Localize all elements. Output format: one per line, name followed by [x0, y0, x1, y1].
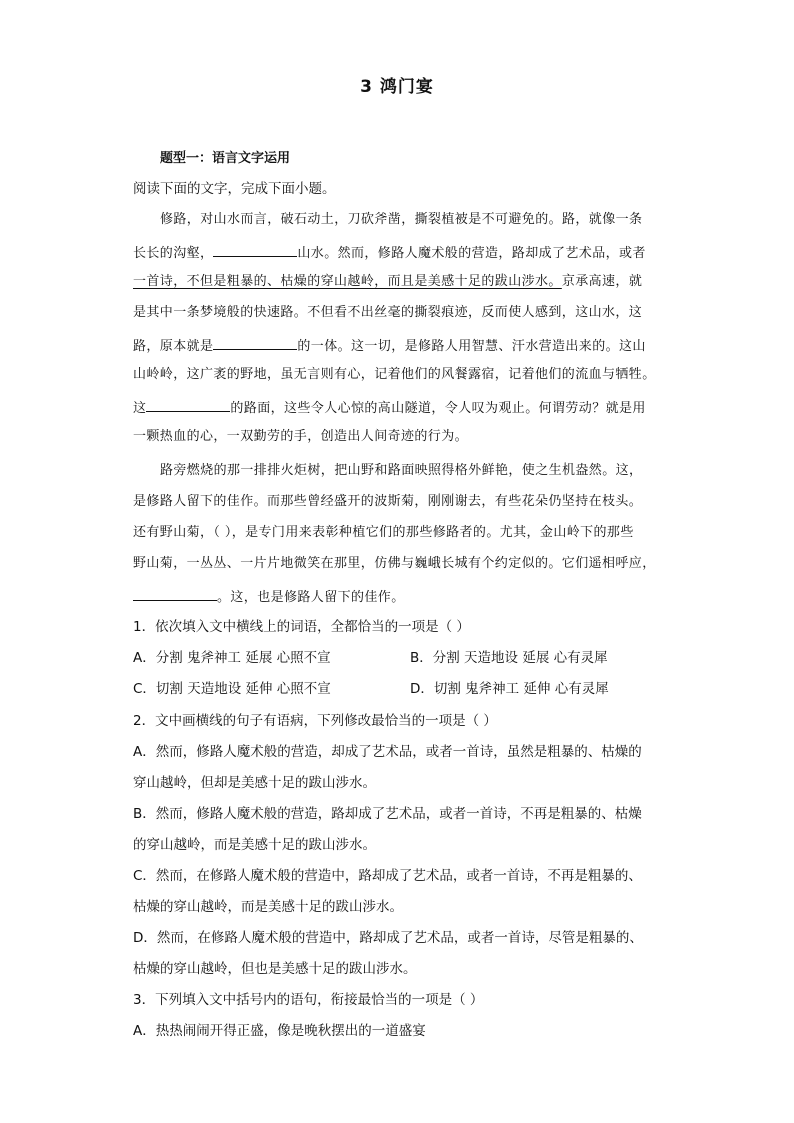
option-c: C．切割 天造地设 延伸 心照不宣: [133, 681, 331, 697]
option-d-line2: 枯燥的穿山越岭，但也是美感十足的跋山涉水。: [133, 961, 417, 977]
passage-line: [133, 273, 673, 291]
passage-line: 修路，对山水而言，破石动土，刀砍斧凿，撕裂植被是不可避免的。路，就像一条: [160, 212, 643, 227]
fill-blank: [133, 586, 217, 601]
passage-text: 京承高速，就: [561, 274, 643, 289]
section-heading: 题型一：语言文字运用: [160, 151, 291, 166]
passage-line: [133, 335, 673, 356]
passage-line: 是其中一条梦境般的快速路。不但看不出丝毫的撕裂痕迹，反而使人感到，这山水，这: [133, 305, 643, 320]
underlined-sentence: 一首诗，不但是粗暴的、枯燥的穿山越岭，而且是美感十足的跋山涉水。: [133, 274, 562, 289]
option-a-line1: A．然而，修路人魔术般的营造，却成了艺术品，或者一首诗，虽然是粗暴的、枯燥的: [133, 744, 642, 760]
question-2-stem: 2．文中画横线的句子有语病，下列修改最恰当的一项是（ ）: [133, 713, 497, 729]
option-b-line2: 的穿山越岭，而是美感十足的跋山涉水。: [133, 837, 376, 853]
passage-line: 是修路人留下的佳作。而那些曾经盛开的波斯菊，刚刚谢去，有些花朵仍坚持在枝头。: [133, 494, 643, 509]
option-b-line1: B．然而，修路人魔术般的营造，路却成了艺术品，或者一首诗，不再是粗暴的、枯燥: [133, 806, 642, 822]
passage-line: [133, 242, 673, 263]
option-b: B．分割 天造地设 延展 心有灵犀: [410, 650, 608, 666]
option-a: A．分割 鬼斧神工 延展 心照不宣: [133, 650, 331, 666]
option-d: D．切割 鬼斧神工 延伸 心有灵犀: [410, 681, 609, 697]
option-d-line1: D．然而，在修路人魔术般的营造中，路却成了艺术品，或者一首诗，尽管是粗暴的、: [133, 930, 643, 946]
question-1-options-row: [133, 680, 673, 698]
passage-text: 路，原本就是: [133, 339, 214, 354]
passage-line: [133, 586, 673, 607]
passage-text: 的路面，这些令人心惊的高山隧道，令人叹为观止。何谓劳动？就是用: [230, 401, 646, 416]
option-c-line2: 枯燥的穿山越岭，而是美感十足的跋山涉水。: [133, 899, 403, 915]
passage-text: 长长的沟壑，: [133, 246, 214, 261]
passage-line: 还有野山菊，（ ），是专门用来表彰种植它们的那些修路者的。尤其，金山岭下的那些: [133, 525, 634, 540]
fill-blank: [213, 242, 297, 257]
passage-line: 野山菊，一丛丛、一片片地微笑在那里，仿佛与巍峨长城有个约定似的。它们遥相呼应，: [133, 556, 656, 571]
passage-text: 山水。然而，修路人魔术般的营造，路却成了艺术品，或者: [297, 246, 646, 261]
passage-line: [133, 397, 673, 418]
passage-line: 路旁燃烧的那一排排火炬树，把山野和路面映照得格外鲜艳，使之生机盎然。这，: [160, 463, 643, 478]
passage-line: 山岭岭，这广袤的野地，虽无言则有心，记着他们的风餐露宿，记着他们的流血与牺牲。: [133, 367, 656, 382]
fill-blank: [213, 335, 297, 350]
page-title: 3 鸿门宴: [360, 77, 434, 97]
passage-text: 。这，也是修路人留下的佳作。: [217, 590, 405, 605]
question-1-options-row: [133, 649, 673, 667]
passage-text: 这: [133, 401, 147, 416]
option-a: A．热热闹闹开得正盛，像是晚秋摆出的一道盛宴: [133, 1023, 426, 1039]
fill-blank: [146, 397, 230, 412]
question-1-stem: 1．依次填入文中横线上的词语，全都恰当的一项是（ ）: [133, 619, 470, 635]
intro-text: 阅读下面的文字，完成下面小题。: [133, 181, 336, 197]
passage-line: 一颗热血的心，一双勤劳的手，创造出人间奇迹的行为。: [133, 429, 469, 444]
option-a-line2: 穿山越岭，但却是美感十足的跋山涉水。: [133, 775, 376, 791]
option-c-line1: C．然而，在修路人魔术般的营造中，路却成了艺术品，或者一首诗，不再是粗暴的、: [133, 868, 642, 884]
passage-text: 的一体。这一切，是修路人用智慧、汗水营造出来的。这山: [297, 339, 646, 354]
question-3-stem: 3．下列填入文中括号内的语句，衔接最恰当的一项是（ ）: [133, 992, 484, 1008]
